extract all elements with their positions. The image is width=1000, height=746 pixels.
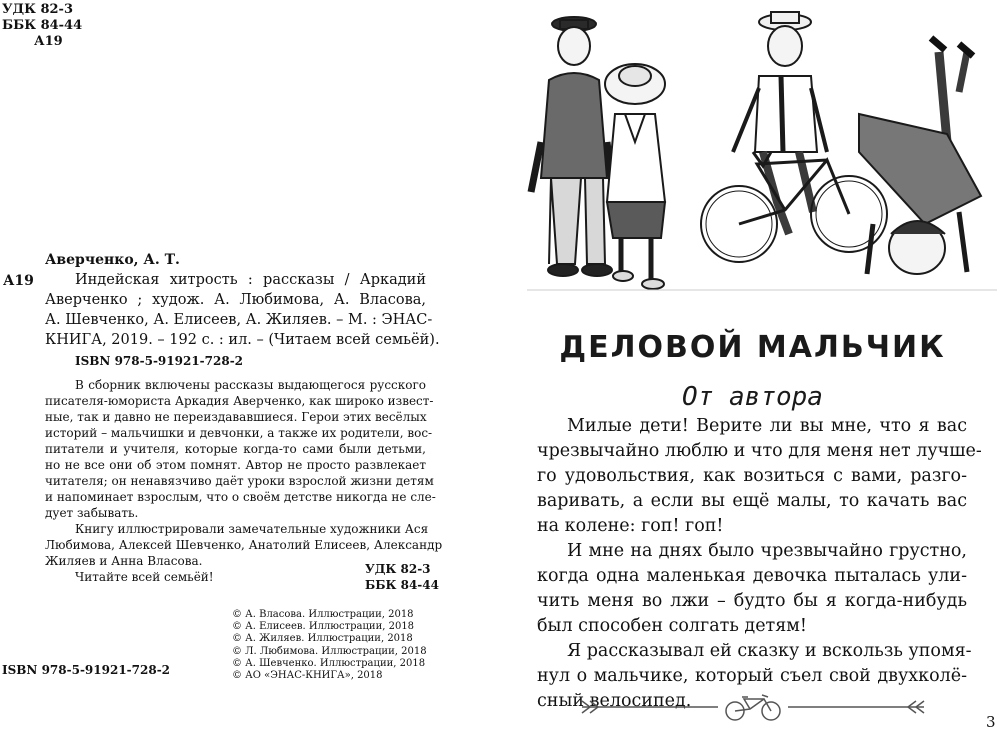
annotation-line: писателя-юмориста Аркадия Аверченко, как широко извест- bbox=[45, 394, 434, 408]
credit-line: © АО «ЭНАС-КНИГА», 2018 bbox=[232, 670, 383, 682]
chapter-subtitle: От автора bbox=[682, 382, 823, 412]
story-line: на колене: гоп! гоп! bbox=[537, 516, 724, 536]
catalog-line: А. Шевченко, А. Елисеев, А. Жиляев. – М. : ЭНАС- bbox=[45, 312, 433, 328]
annotation-line: историй – мальчишки и девчонки, а также их родители, вос- bbox=[45, 426, 433, 440]
boy-in-cap-figure bbox=[531, 17, 613, 276]
udk-code-top: УДК 82-3 bbox=[2, 2, 73, 17]
story-line: варивать, а если вы ещё малы, то качать вас bbox=[537, 491, 967, 511]
credit-line: © А. Елисеев. Иллюстрации, 2018 bbox=[232, 621, 415, 633]
credit-line: © А. Власова. Иллюстрации, 2018 bbox=[232, 609, 414, 620]
annotation-line: Книгу иллюстрировали замечательные художники Ася bbox=[75, 522, 429, 536]
bbk-code-top: ББК 84-44 bbox=[2, 18, 83, 33]
story-text bbox=[537, 414, 982, 714]
annotation-line: В сборник включены рассказы выдающегося русского bbox=[75, 378, 426, 392]
bbk-code-bottom: ББК 84-44 bbox=[365, 578, 439, 592]
story-line: нул о мальчике, который съел свой двухколё- bbox=[537, 666, 967, 686]
credit-line: © А. Жиляев. Иллюстрации, 2018 bbox=[232, 633, 413, 645]
annotation-line: но не все они об этом помнят. Автор не просто развлекает bbox=[45, 458, 426, 472]
author-mark-top: А19 bbox=[34, 34, 63, 49]
annotation-line: читателя; он ненавязчиво даёт уроки взрослой жизни детям bbox=[45, 474, 434, 488]
copyright-credits bbox=[232, 609, 427, 682]
credit-line: © Л. Любимова. Иллюстрации, 2018 bbox=[232, 645, 427, 657]
credit-line: © А. Шевченко. Иллюстрации, 2018 bbox=[232, 657, 426, 669]
bicycle-ornament-icon bbox=[578, 687, 928, 727]
story-line: Я рассказывал ей сказку и вскользь упомя- bbox=[567, 641, 972, 661]
udk-code-bottom: УДК 82-3 bbox=[365, 562, 431, 576]
annotation-line: и напоминает взрослым, что о своём детстве никогда не сле- bbox=[45, 490, 436, 504]
isbn-bottom: ISBN 978-5-91921-728-2 bbox=[2, 663, 171, 677]
boy-in-straw-hat-figure bbox=[605, 64, 665, 289]
story-line: был способен солгать детям! bbox=[537, 616, 807, 636]
catalog-author-mark: А19 bbox=[3, 273, 34, 289]
annotation-line: Любимова, Алексей Шевченко, Анатолий Елисеев, Александр bbox=[45, 538, 443, 552]
catalog-isbn: ISBN 978-5-91921-728-2 bbox=[75, 354, 244, 368]
catalog-author: Аверченко, А. Т. bbox=[45, 252, 180, 268]
annotation-line: ные, так и давно не переиздававшиеся. Герои этих весёлых bbox=[45, 410, 427, 424]
catalog-line: КНИГА, 2019. – 192 с. : ил. – (Читаем всей семьёй). bbox=[45, 332, 440, 348]
catalog-line: Аверченко ; худож. А. Любимова, А. Власова, bbox=[45, 292, 426, 308]
catalog-description bbox=[45, 270, 440, 350]
annotation-line: питатели и учителя, которые когда-то сами были детьми, bbox=[45, 442, 426, 456]
catalog-line: Индейская хитрость : рассказы / Аркадий bbox=[75, 272, 426, 288]
boys-with-bicycle-illustration bbox=[527, 2, 997, 298]
story-line: когда одна маленькая девочка пыталась ули- bbox=[537, 566, 967, 586]
story-line: чрезвычайно люблю и что для меня нет лучше- bbox=[537, 441, 982, 461]
story-line: И мне на днях было чрезвычайно грустно, bbox=[567, 541, 967, 561]
annotation-line: Читайте всей семьёй! bbox=[75, 570, 214, 584]
page-number: 3 bbox=[986, 713, 996, 731]
annotation-line: Жиляев и Анна Власова. bbox=[45, 554, 203, 568]
story-line: го удовольствия, как возиться с вами, разго- bbox=[537, 466, 967, 486]
story-line: чить меня во лжи – будто бы я когда-нибудь bbox=[537, 591, 967, 611]
story-line: Милые дети! Верите ли вы мне, что я вас bbox=[567, 416, 967, 436]
story-line: сный велосипед. bbox=[537, 691, 692, 711]
chapter-title: ДЕЛОВОЙ МАЛЬЧИК bbox=[559, 330, 946, 365]
annotation-line: дует забывать. bbox=[45, 506, 139, 520]
